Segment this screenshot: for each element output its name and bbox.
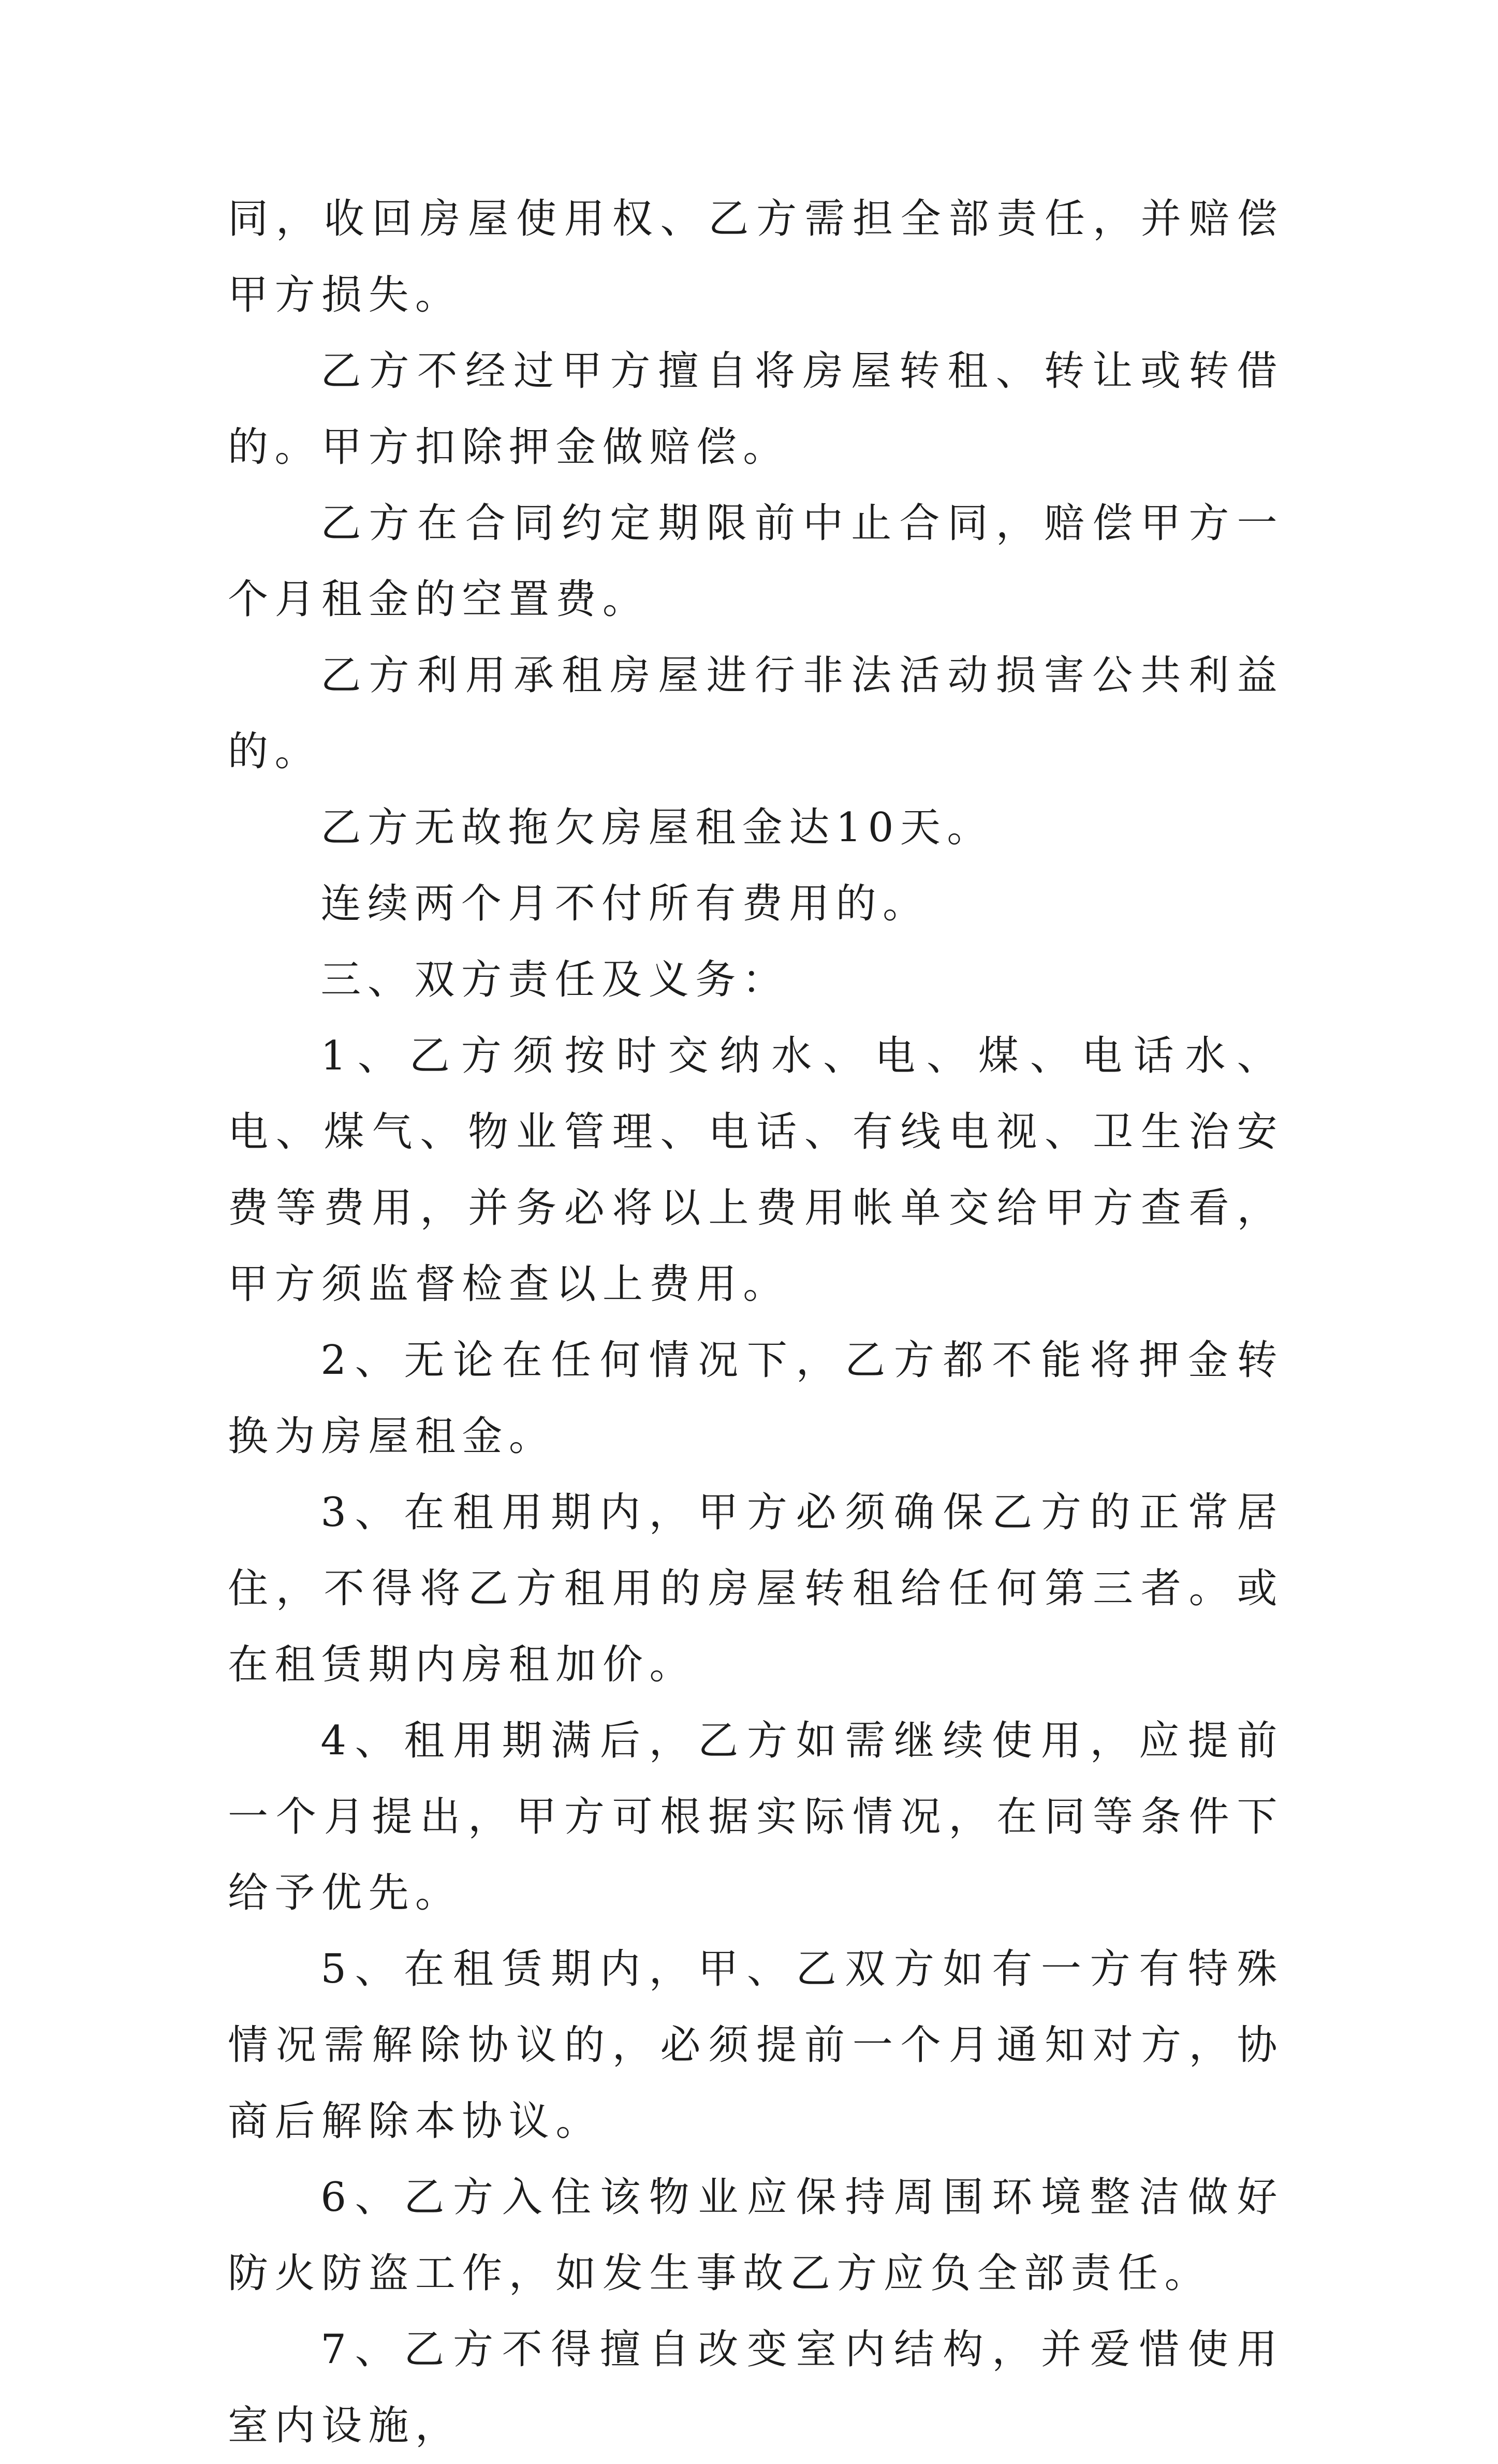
paragraph-continued: 同，收回房屋使用权、乙方需担全部责任，并赔偿甲方损失。 [228,196,1284,318]
paragraph-illegal-activity: 乙方利用承租房屋进行非法活动损害公共利益的。 [228,652,1284,775]
paragraph-early-termination: 乙方在合同约定期限前中止合同，赔偿甲方一个月租金的空置费。 [228,500,1284,623]
paragraph-sublet-clause: 乙方不经过甲方擅自将房屋转租、转让或转借的。甲方扣除押金做赔偿。 [228,348,1284,471]
paragraph-rent-arrears: 乙方无故拖欠房屋租金达10天。 [320,804,994,851]
list-item-2: 2、无论在任何情况下，乙方都不能将押金转换为房屋租金。 [228,1337,1284,1460]
document-page [228,181,1284,2464]
paragraph-unpaid-fees: 连续两个月不付所有费用的。 [320,881,930,927]
list-item-4: 4、租用期满后，乙方如需继续使用，应提前一个月提出，甲方可根据实际情况，在同等条件下给予优先。 [228,1718,1284,1916]
list-item-6: 6、乙方入住该物业应保持周围环境整洁做好防火防盗工作，如发生事故乙方应负全部责任。 [228,2174,1284,2297]
list-item-5: 5、在租赁期内，甲、乙双方如有一方有特殊情况需解除协议的，必须提前一个月通知对方，协商后解除本协议。 [228,1946,1284,2145]
list-item-7: 7、乙方不得擅自改变室内结构，并爱惜使用室内设施， [228,2326,1284,2449]
section-heading-responsibilities: 三、双方责任及义务： [320,957,789,1003]
list-item-3: 3、在租用期内，甲方必须确保乙方的正常居住，不得将乙方租用的房屋转租给任何第三者。或在租赁期内房租加价。 [228,1489,1284,1688]
list-item-1: 1、乙方须按时交纳水、电、煤、电话水、电、煤气、物业管理、电话、有线电视、卫生治安费等费用，并务必将以上费用帐单交给甲方查看，甲方须监督检查以上费用。 [228,1033,1284,1308]
